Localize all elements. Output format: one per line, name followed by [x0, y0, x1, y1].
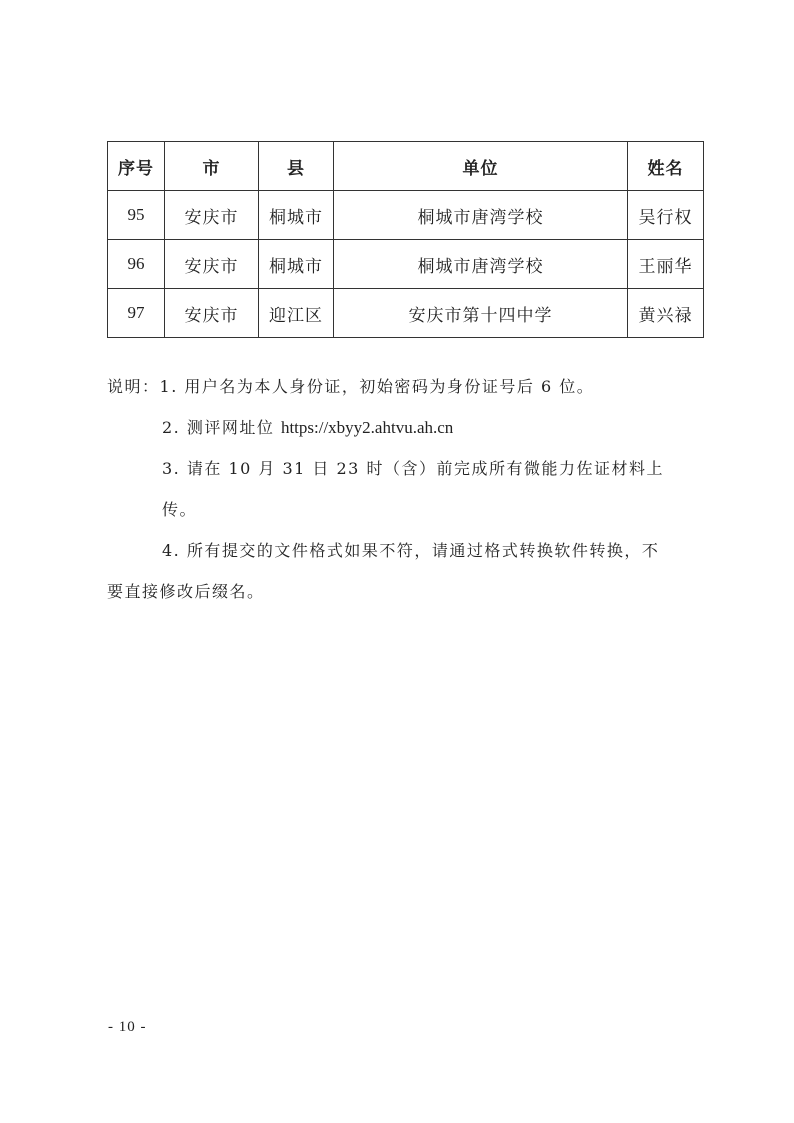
cell-index: 95 — [108, 191, 165, 240]
cell-unit: 桐城市唐湾学校 — [334, 191, 628, 240]
page-number: - 10 - — [108, 1019, 147, 1035]
note-item-1 — [107, 366, 697, 407]
cell-city: 安庆市 — [165, 289, 259, 338]
notes-section — [107, 366, 697, 612]
cell-city: 安庆市 — [165, 191, 259, 240]
cell-unit: 安庆市第十四中学 — [334, 289, 628, 338]
cell-name: 黄兴禄 — [628, 289, 704, 338]
note-item-1-text: 1. 用户名为本人身份证，初始密码为身份证号后 6 位。 — [159, 377, 595, 396]
header-index: 序号 — [108, 142, 165, 191]
roster-table — [107, 141, 704, 338]
cell-name: 吴行权 — [628, 191, 704, 240]
cell-index: 97 — [108, 289, 165, 338]
header-name: 姓名 — [628, 142, 704, 191]
note-item-2 — [107, 407, 697, 448]
cell-name: 王丽华 — [628, 240, 704, 289]
table-row — [108, 240, 704, 289]
notes-prefix: 说明： — [107, 377, 160, 396]
table-row — [108, 191, 704, 240]
header-unit: 单位 — [334, 142, 628, 191]
note-item-4-line-2: 要直接修改后缀名。 — [107, 582, 265, 601]
header-city: 市 — [165, 142, 259, 191]
table-row — [108, 289, 704, 338]
note-item-4-line-1: 4. 所有提交的文件格式如果不符，请通过格式转换软件转换，不 — [162, 541, 660, 560]
evaluation-url: https://xbyy2.ahtvu.ah.cn — [280, 418, 454, 437]
header-county: 县 — [259, 142, 334, 191]
cell-city: 安庆市 — [165, 240, 259, 289]
cell-county: 迎江区 — [259, 289, 334, 338]
note-item-2-label: 2. 测评网址位 — [162, 418, 275, 437]
cell-county: 桐城市 — [259, 191, 334, 240]
cell-county: 桐城市 — [259, 240, 334, 289]
cell-unit: 桐城市唐湾学校 — [334, 240, 628, 289]
note-item-3: 3. 请在 10 月 31 日 23 时（含）前完成所有微能力佐证材料上传。 — [162, 459, 664, 519]
table-header-row — [108, 142, 704, 191]
cell-index: 96 — [108, 240, 165, 289]
